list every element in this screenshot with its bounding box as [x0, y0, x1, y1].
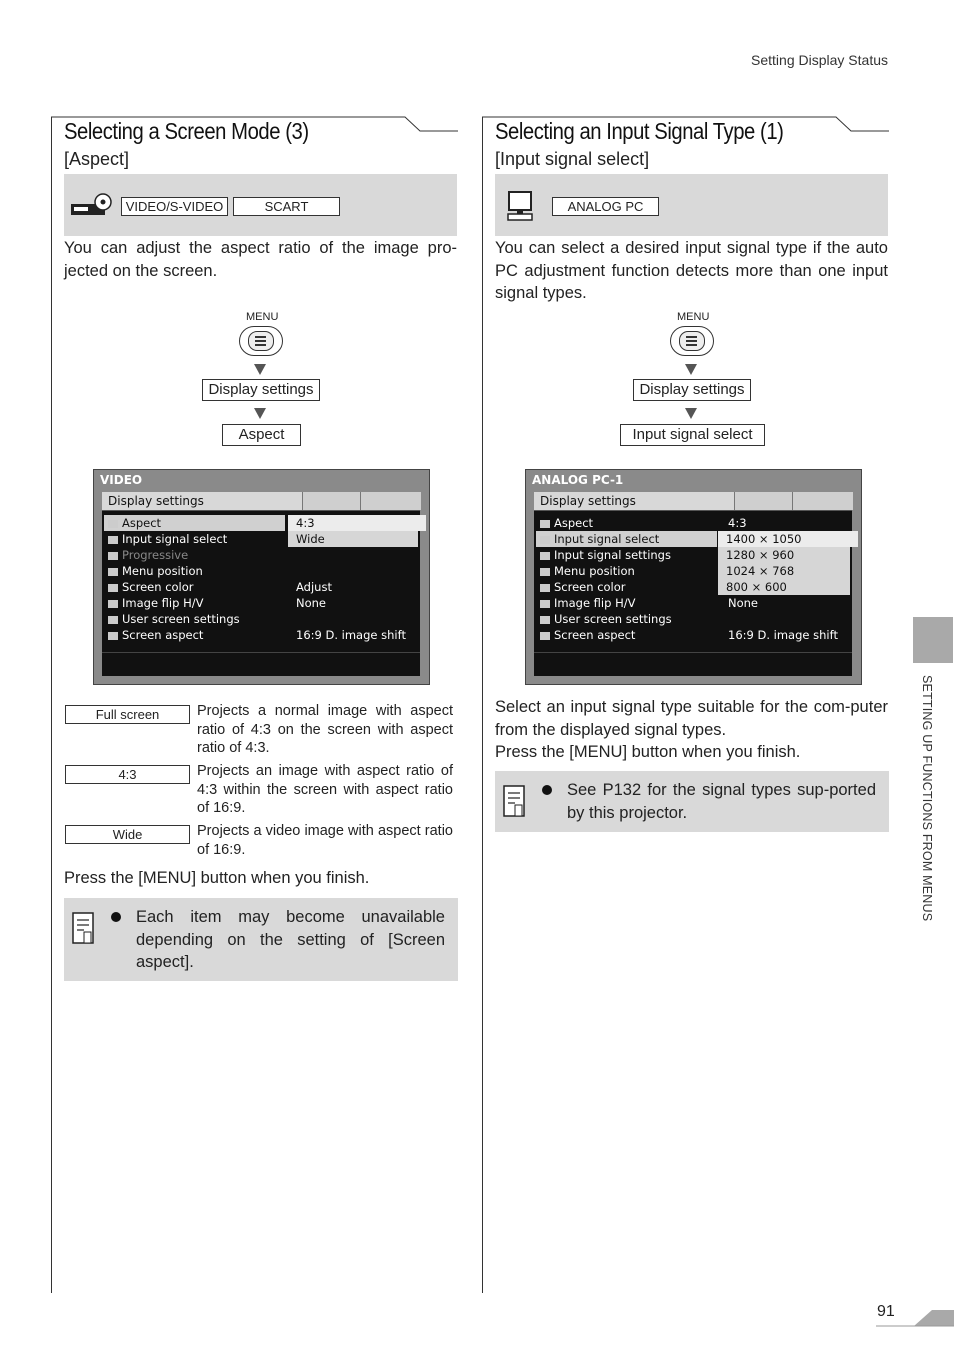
right-menu-button-icon	[670, 326, 714, 356]
tag-video-svideo: VIDEO/S-VIDEO	[121, 197, 228, 216]
running-header: Setting Display Status	[751, 52, 888, 68]
left-osd-row-progressive: Progressive	[104, 547, 418, 563]
left-intro: You can adjust the aspect ratio of the image pro-jected on the screen.	[64, 239, 457, 280]
left-osd-title: VIDEO	[100, 473, 143, 487]
right-osd-title: ANALOG PC-1	[532, 473, 624, 487]
right-osd-row-aspect: Aspect	[536, 515, 850, 531]
left-osd-value-43: 4:3	[288, 515, 426, 531]
right-osd-screenshot	[525, 469, 862, 685]
left-section-title: Selecting a Screen Mode (3)	[64, 118, 309, 144]
flow-arrow-icon	[685, 364, 697, 375]
left-note	[64, 898, 458, 981]
right-intro: You can select a desired input signal type if the auto PC adjustment function detects more than one input signal types.	[495, 239, 888, 302]
left-osd-value-wide: Wide	[296, 532, 325, 546]
left-flow-aspect: Aspect	[222, 424, 301, 446]
left-osd-value-none: None	[296, 596, 327, 610]
flow-arrow-icon	[685, 408, 697, 419]
right-section-title: Selecting an Input Signal Type (1)	[495, 118, 784, 144]
left-source-bar	[64, 174, 457, 236]
right-note-text: See P132 for the signal types sup-ported by this projector.	[567, 781, 876, 822]
right-osd-value-1024: 1024 × 768	[726, 564, 795, 578]
memo-icon	[72, 912, 96, 946]
term-wide: Wide	[65, 825, 190, 844]
right-flow-input-signal-select: Input signal select	[620, 424, 765, 446]
left-osd-value-screen-aspect: 16:9 D. image shift	[296, 628, 406, 642]
right-osd-row-screen-color: Screen color	[536, 579, 717, 595]
left-osd-tab: Display settings	[108, 494, 204, 508]
bullet-icon	[111, 912, 121, 922]
term-full-screen-desc: Projects a normal image with aspect ratio of 4:3 on the screen with aspect ratio of 4:3.	[197, 703, 453, 756]
left-menu-label: MENU	[246, 311, 279, 323]
left-osd-screenshot	[93, 469, 430, 685]
left-menu-button-icon	[239, 326, 283, 356]
memo-icon	[503, 785, 527, 819]
left-osd-value-adjust: Adjust	[296, 580, 332, 594]
left-osd-row-screen-color: Screen color	[104, 579, 418, 595]
pc-monitor-icon	[507, 190, 535, 222]
right-flow-display-settings: Display settings	[633, 379, 751, 401]
bullet-icon	[542, 785, 552, 795]
tag-scart: SCART	[233, 197, 340, 216]
right-osd-value-800: 800 × 600	[726, 580, 787, 594]
right-menu-label: MENU	[677, 311, 710, 323]
right-osd-row-input-select: Input signal select	[536, 531, 717, 547]
right-osd-tab: Display settings	[540, 494, 636, 508]
left-osd-row-user-screen: User screen settings	[104, 611, 418, 627]
chapter-tab	[913, 617, 953, 663]
right-osd-row-user-screen: User screen settings	[536, 611, 850, 627]
term-43: 4:3	[65, 765, 190, 784]
right-osd-row-image-flip: Image flip H/V	[536, 595, 850, 611]
right-source-bar	[495, 174, 888, 236]
right-osd-value-none: None	[728, 596, 759, 610]
left-section-subtitle: [Aspect]	[64, 149, 130, 169]
right-para2: Press the [MENU] button when you finish.	[495, 743, 801, 761]
right-osd-row-input-settings: Input signal settings	[536, 547, 717, 563]
right-note	[495, 771, 889, 832]
right-section-subtitle: [Input signal select]	[495, 149, 650, 169]
chapter-label: SETTING UP FUNCTIONS FROM MENUS	[920, 675, 934, 922]
term-full-screen: Full screen	[65, 705, 190, 724]
term-wide-desc: Projects a video image with aspect ratio of 16:9.	[197, 823, 453, 858]
right-osd-value-aspect: 4:3	[728, 516, 747, 530]
left-finish: Press the [MENU] button when you finish.	[64, 869, 370, 887]
page-number: 91	[877, 1303, 895, 1320]
page-corner-tab	[876, 1308, 954, 1328]
left-osd-row-aspect: Aspect	[104, 515, 285, 531]
left-osd-row-menu-position: Menu position	[104, 563, 418, 579]
left-note-text: Each item may become unavailable depending on the setting of [Screen aspect].	[136, 908, 445, 971]
flow-arrow-icon	[254, 364, 266, 375]
tag-analog-pc: ANALOG PC	[552, 197, 659, 216]
right-osd-value-1280: 1280 × 960	[726, 548, 795, 562]
left-osd-row-image-flip: Image flip H/V	[104, 595, 418, 611]
left-osd-row-input: Input signal select	[104, 531, 418, 547]
video-source-icon	[70, 192, 112, 218]
right-osd-value-1400: 1400 × 1050	[718, 531, 858, 547]
right-osd-row-screen-aspect: Screen aspect	[536, 627, 850, 643]
right-osd-row-menu-position: Menu position	[536, 563, 717, 579]
right-para1: Select an input signal type suitable for the com-puter from the displayed signal types.	[495, 698, 888, 739]
right-column-rule	[482, 117, 483, 1293]
left-osd-row-screen-aspect: Screen aspect	[104, 627, 418, 643]
right-osd-value-screen-aspect: 16:9 D. image shift	[728, 628, 838, 642]
flow-arrow-icon	[254, 408, 266, 419]
left-column-rule	[51, 117, 52, 1293]
left-flow-display-settings: Display settings	[202, 379, 320, 401]
term-43-desc: Projects an image with aspect ratio of 4:3 within the screen with aspect ratio of 16:9.	[197, 763, 453, 816]
